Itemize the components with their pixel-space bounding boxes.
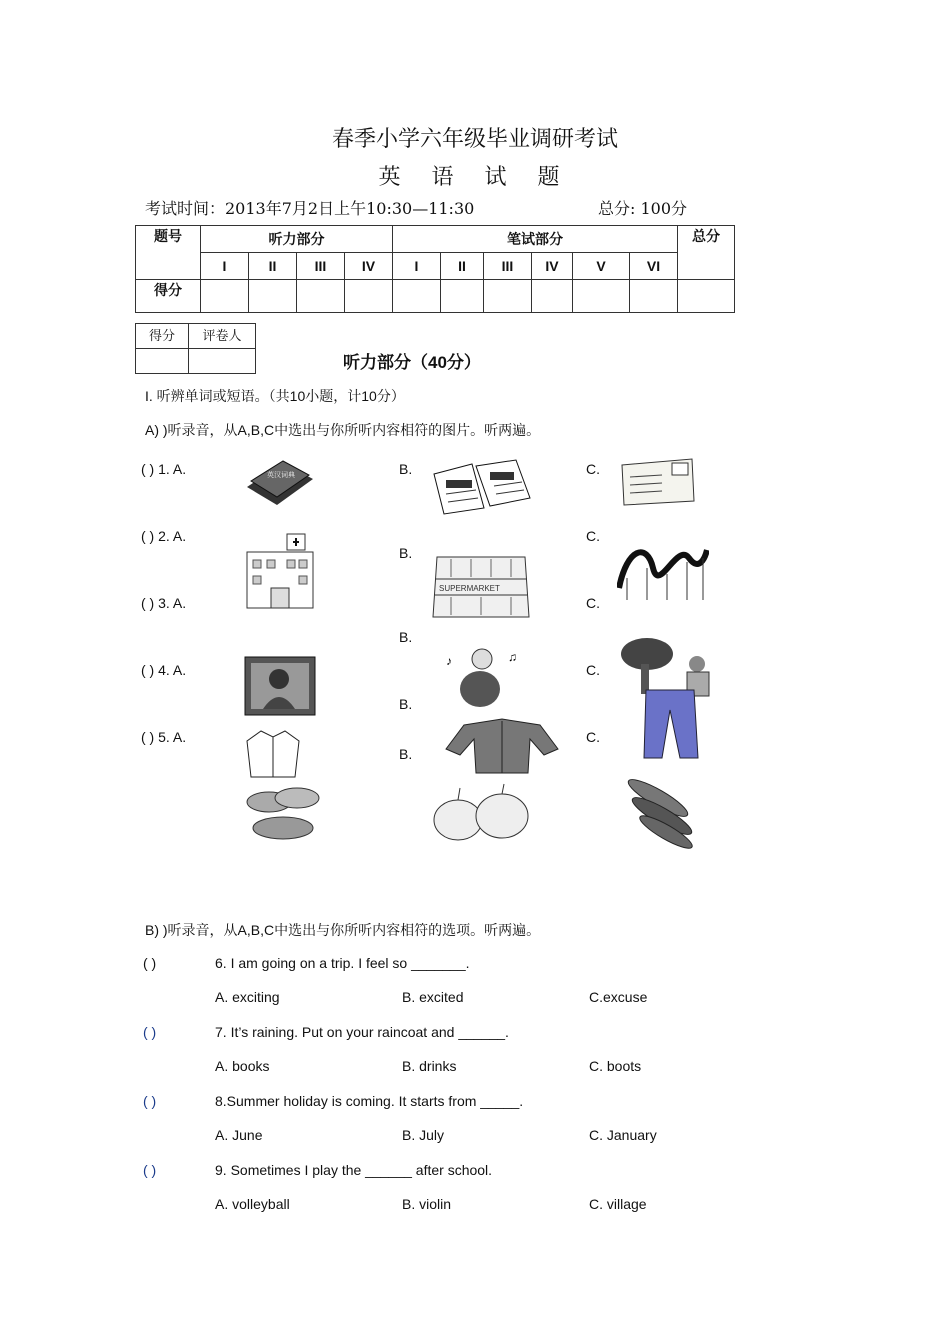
supermarket-image[interactable] bbox=[431, 555, 531, 619]
tv-image[interactable] bbox=[243, 655, 317, 717]
score-table-write: 笔试部分 bbox=[393, 226, 678, 253]
score-cell[interactable] bbox=[441, 280, 484, 313]
grader-table bbox=[135, 323, 256, 374]
dictionary-label: 英汉词典 bbox=[267, 472, 295, 479]
answer-paren-9[interactable]: ( ) bbox=[143, 1162, 157, 1178]
pic-q3-c: C. bbox=[586, 595, 600, 611]
option-7a[interactable]: A. books bbox=[215, 1058, 270, 1074]
grader-reviewer-cell[interactable] bbox=[189, 349, 256, 374]
singer-image[interactable] bbox=[442, 645, 526, 709]
hospital-image[interactable] bbox=[243, 532, 317, 610]
score-table bbox=[135, 225, 735, 313]
col-w5: V bbox=[573, 253, 630, 280]
jeans-image[interactable] bbox=[636, 688, 702, 760]
pic-q4-b: B. bbox=[399, 696, 413, 712]
question-6: 6. I am going on a trip. I feel so _______. bbox=[215, 955, 470, 971]
score-cell[interactable] bbox=[201, 280, 249, 313]
question-8: 8.Summer holiday is coming. It starts from _____. bbox=[215, 1093, 524, 1109]
option-8b[interactable]: B. July bbox=[402, 1127, 445, 1143]
onions-image[interactable] bbox=[432, 782, 530, 844]
score-table-total: 总分 bbox=[678, 226, 735, 280]
total-score: 总分: 100分 bbox=[598, 199, 688, 218]
pic-q4-num: ( ) 4. A. bbox=[141, 662, 187, 678]
grader-reviewer-label: 评卷人 bbox=[189, 324, 256, 349]
question-7: 7. It’s raining. Put on your raincoat and ______. bbox=[215, 1024, 509, 1040]
pic-q1-c: C. bbox=[586, 461, 600, 477]
exam-subtitle: 英 语 试 题 bbox=[378, 165, 572, 190]
col-l1: I bbox=[201, 253, 249, 280]
roller-coaster-image[interactable] bbox=[617, 538, 709, 600]
score-table-listen: 听力部分 bbox=[201, 226, 393, 253]
cucumbers-image[interactable] bbox=[618, 774, 698, 850]
option-8c[interactable]: C. January bbox=[589, 1127, 657, 1143]
col-w4: IV bbox=[532, 253, 573, 280]
option-6a[interactable]: A. exciting bbox=[215, 989, 280, 1005]
col-l2: II bbox=[249, 253, 297, 280]
grader-score-label: 得分 bbox=[136, 324, 189, 349]
score-cell[interactable] bbox=[630, 280, 678, 313]
answer-paren-6[interactable]: ( ) bbox=[143, 955, 157, 971]
pic-q3-num: ( ) 3. A. bbox=[141, 595, 187, 611]
col-w1: I bbox=[393, 253, 441, 280]
option-9a[interactable]: A. volleyball bbox=[215, 1196, 290, 1212]
supermarket-label: SUPERMARKET bbox=[439, 584, 500, 593]
pic-q5-num: ( ) 5. A. bbox=[141, 729, 187, 745]
pic-q4-c: C. bbox=[586, 662, 600, 678]
carrots-image[interactable] bbox=[243, 784, 323, 846]
jacket-image[interactable] bbox=[444, 715, 560, 777]
option-7c[interactable]: C. boots bbox=[589, 1058, 642, 1074]
score-cell[interactable] bbox=[678, 280, 735, 313]
option-9c[interactable]: C. village bbox=[589, 1196, 647, 1212]
pic-q5-c: C. bbox=[586, 729, 600, 745]
answer-paren-7[interactable]: ( ) bbox=[143, 1024, 157, 1040]
part1-sub-a: A) )听录音，从A,B,C中选出与你所听内容相符的图片。听两遍。 bbox=[145, 422, 541, 438]
score-cell[interactable] bbox=[532, 280, 573, 313]
pic-q1-b: B. bbox=[399, 461, 413, 477]
pic-q2-num: ( ) 2. A. bbox=[141, 528, 187, 544]
grader-score-cell[interactable] bbox=[136, 349, 189, 374]
option-9b[interactable]: B. violin bbox=[402, 1196, 452, 1212]
music-note-icon: ♪ bbox=[446, 654, 452, 668]
newspaper-image[interactable] bbox=[432, 458, 532, 516]
score-table-no: 题号 bbox=[136, 226, 201, 280]
pic-q1-num: ( ) 1. A. bbox=[141, 461, 187, 477]
col-l4: IV bbox=[345, 253, 393, 280]
pic-q2-b: B. bbox=[399, 545, 413, 561]
question-9: 9. Sometimes I play the ______ after school. bbox=[215, 1162, 493, 1178]
option-7b[interactable]: B. drinks bbox=[402, 1058, 457, 1074]
exam-time: 考试时间：2013年7月2日上午10:30—11:30 bbox=[145, 199, 475, 218]
shirt-image[interactable] bbox=[243, 727, 303, 781]
pic-q2-c: C. bbox=[586, 528, 600, 544]
col-w6: VI bbox=[630, 253, 678, 280]
music-note-icon: ♫ bbox=[508, 650, 517, 664]
option-6b[interactable]: B. excited bbox=[402, 989, 464, 1005]
postcard-image[interactable] bbox=[620, 457, 696, 507]
dictionary-image[interactable] bbox=[243, 457, 315, 509]
score-cell[interactable] bbox=[484, 280, 532, 313]
col-w3: III bbox=[484, 253, 532, 280]
score-cell[interactable] bbox=[297, 280, 345, 313]
score-cell[interactable] bbox=[573, 280, 630, 313]
score-cell[interactable] bbox=[393, 280, 441, 313]
score-cell[interactable] bbox=[249, 280, 297, 313]
exam-title: 春季小学六年级毕业调研考试 bbox=[331, 127, 618, 152]
pic-q3-b: B. bbox=[399, 629, 413, 645]
score-cell[interactable] bbox=[345, 280, 393, 313]
answer-paren-8[interactable]: ( ) bbox=[143, 1093, 157, 1109]
part1-sub-b: B) )听录音，从A,B,C中选出与你所听内容相符的选项。听两遍。 bbox=[145, 922, 541, 938]
option-6c[interactable]: C.excuse bbox=[589, 989, 648, 1005]
score-row-label: 得分 bbox=[136, 280, 201, 313]
section-title: 听力部分（40分） bbox=[343, 353, 481, 372]
option-8a[interactable]: A. June bbox=[215, 1127, 263, 1143]
col-w2: II bbox=[441, 253, 484, 280]
pic-q5-b: B. bbox=[399, 746, 413, 762]
part1-heading: I. 听辨单词或短语。（共10小题，计10分） bbox=[145, 388, 405, 404]
col-l3: III bbox=[297, 253, 345, 280]
